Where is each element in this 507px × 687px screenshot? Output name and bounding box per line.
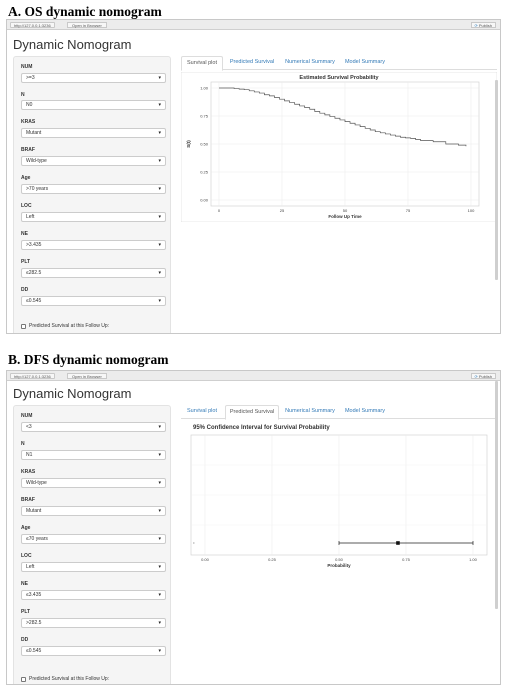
age-select[interactable]: ≤70 years ▾ — [21, 534, 166, 544]
kras-select[interactable]: Wild-type ▾ — [21, 478, 166, 488]
x-tick-label: 0.25 — [268, 557, 276, 562]
app-title: Dynamic Nomogram — [13, 37, 132, 52]
chevron-down-icon: ▾ — [158, 186, 161, 192]
field-label-plt: PLT — [21, 609, 31, 615]
num-select[interactable]: <3 ▾ — [21, 422, 166, 432]
url-field[interactable]: http://127.0.0.1:3236 — [10, 373, 55, 379]
field-label-braf: BRAF — [21, 147, 35, 153]
num-select[interactable]: >=3 ▾ — [21, 73, 166, 83]
chevron-down-icon: ▾ — [158, 480, 161, 486]
age-select[interactable]: >70 years ▾ — [21, 184, 166, 194]
chevron-down-icon: ▾ — [158, 242, 161, 248]
chevron-down-icon: ▾ — [158, 298, 161, 304]
x-tick-label: 0 — [217, 208, 221, 213]
chevron-down-icon: ▾ — [158, 158, 161, 164]
chevron-down-icon: ▾ — [158, 452, 161, 458]
publish-icon: ⟳ — [474, 23, 478, 28]
tab-model-summary[interactable]: Model Summary — [344, 408, 386, 414]
y-axis-label: S(t) — [186, 140, 191, 148]
field-label-dd: DD — [21, 637, 29, 643]
dd-select[interactable]: ≤0.545 ▾ — [21, 646, 166, 656]
confidence-interval-plot — [181, 421, 497, 581]
field-label-n: N — [21, 92, 25, 98]
publish-button[interactable] — [471, 373, 496, 379]
field-label-num: NUM — [21, 64, 33, 70]
x-tick-label: 100 — [467, 208, 475, 213]
browser-toolbar — [7, 20, 500, 30]
field-label-plt: PLT — [21, 259, 31, 265]
x-tick-label: 25 — [279, 208, 285, 213]
chevron-down-icon: ▾ — [158, 214, 161, 220]
scrollbar[interactable] — [495, 80, 498, 280]
x-tick-label: 1.00 — [469, 557, 477, 562]
tab-numerical-summary[interactable]: Numerical Summary — [285, 59, 335, 65]
predicted-survival-checkbox[interactable] — [21, 323, 109, 329]
n-select[interactable]: N0 ▾ — [21, 100, 166, 110]
chevron-down-icon: ▾ — [158, 648, 161, 654]
survival-plot — [181, 72, 497, 222]
scrollbar[interactable] — [495, 381, 498, 609]
chevron-down-icon: ▾ — [158, 620, 161, 626]
y-tick-label: 0.50 — [200, 141, 208, 147]
panel-title-dfs: B. DFS dynamic nomogram — [8, 352, 169, 367]
loc-select[interactable]: Left ▾ — [21, 562, 166, 572]
tab-survival-plot[interactable]: Survival plot — [181, 56, 223, 71]
chevron-down-icon: ▾ — [158, 75, 161, 81]
field-label-age: Age — [21, 175, 31, 181]
y-tick-label: 1.00 — [200, 85, 208, 91]
tab-predicted-survival[interactable]: Predicted Survival — [229, 59, 275, 65]
field-label-num: NUM — [21, 413, 33, 419]
open-in-browser-button[interactable]: Open in Browser — [67, 22, 107, 28]
checkbox-icon[interactable] — [21, 324, 26, 329]
tab-bar — [181, 405, 497, 419]
braf-select[interactable]: Wild-type ▾ — [21, 156, 166, 166]
field-label-dd: DD — [21, 287, 29, 293]
tab-model-summary[interactable]: Model Summary — [344, 59, 386, 65]
url-field[interactable]: http://127.0.0.1:3236 — [10, 22, 55, 28]
point-estimate — [396, 541, 400, 545]
tab-predicted-survival[interactable]: Predicted Survival — [225, 405, 279, 420]
confidence-interval-plot-svg — [181, 421, 497, 581]
publish-button[interactable] — [471, 22, 496, 28]
field-label-n: N — [21, 441, 25, 447]
plt-select[interactable]: >282.5 ▾ — [21, 618, 166, 628]
braf-select[interactable]: Mutant ▾ — [21, 506, 166, 516]
x-tick-label: 0.50 — [335, 557, 343, 562]
chevron-down-icon: ▾ — [158, 270, 161, 276]
x-axis-label: Probability — [327, 563, 351, 568]
chevron-down-icon: ▾ — [158, 508, 161, 514]
chart-title: 95% Confidence Interval for Survival Probability — [193, 425, 330, 431]
checkbox-label: Predicted Survival at this Follow Up: — [29, 323, 110, 329]
app-title: Dynamic Nomogram — [13, 386, 132, 401]
dfs-app-window — [6, 370, 501, 685]
loc-select[interactable]: Left ▾ — [21, 212, 166, 222]
sidebar-inputs — [13, 405, 171, 685]
x-tick-label: 0.00 — [201, 557, 209, 562]
os-app-window — [6, 19, 501, 334]
field-label-loc: LOC — [21, 553, 32, 559]
survival-plot-svg — [181, 72, 497, 222]
field-label-ne: NE — [21, 231, 28, 237]
checkbox-label: Predicted Survival at this Follow Up: — [29, 676, 110, 682]
y-tick-label: 0.00 — [200, 197, 208, 203]
y-tick-label: 0.25 — [200, 169, 208, 175]
field-label-kras: KRAS — [21, 469, 36, 475]
field-label-braf: BRAF — [21, 497, 35, 503]
field-label-loc: LOC — [21, 203, 32, 209]
publish-label: Publish — [478, 23, 492, 28]
chevron-down-icon: ▾ — [158, 592, 161, 598]
tab-numerical-summary[interactable]: Numerical Summary — [285, 408, 335, 414]
field-label-age: Age — [21, 525, 31, 531]
kras-select[interactable]: Mutant ▾ — [21, 128, 166, 138]
dd-select[interactable]: ≤0.545 ▾ — [21, 296, 166, 306]
plt-select[interactable]: ≤282.5 ▾ — [21, 268, 166, 278]
publish-label: Publish — [478, 374, 492, 379]
tab-survival-plot[interactable]: Survival plot — [187, 408, 217, 414]
field-label-ne: NE — [21, 581, 28, 587]
tab-bar — [181, 56, 497, 70]
open-in-browser-button[interactable]: Open in Browser — [67, 373, 107, 379]
chevron-down-icon: ▾ — [158, 536, 161, 542]
chevron-down-icon: ▾ — [158, 130, 161, 136]
chart-title: Estimated Survival Probability — [299, 75, 379, 81]
x-tick-label: 0.75 — [402, 557, 410, 562]
checkbox-icon[interactable] — [21, 677, 26, 682]
browser-toolbar — [7, 371, 500, 381]
predicted-survival-checkbox[interactable] — [21, 676, 109, 682]
field-label-kras: KRAS — [21, 119, 36, 125]
y-tick-label: 0.75 — [200, 113, 208, 119]
panel-title-os: A. OS dynamic nomogram — [8, 4, 162, 19]
ne-select[interactable]: ≤3.435 ▾ — [21, 590, 166, 600]
sidebar-inputs — [13, 56, 171, 334]
chevron-down-icon: ▾ — [158, 102, 161, 108]
publish-icon: ⟳ — [474, 374, 478, 379]
x-axis-label: Follow Up Time — [328, 214, 362, 219]
x-tick-label: 50 — [342, 208, 348, 213]
n-select[interactable]: N1 ▾ — [21, 450, 166, 460]
x-tick-label: 75 — [405, 208, 411, 213]
chevron-down-icon: ▾ — [158, 564, 161, 570]
ne-select[interactable]: >3.435 ▾ — [21, 240, 166, 250]
chevron-down-icon: ▾ — [158, 424, 161, 430]
